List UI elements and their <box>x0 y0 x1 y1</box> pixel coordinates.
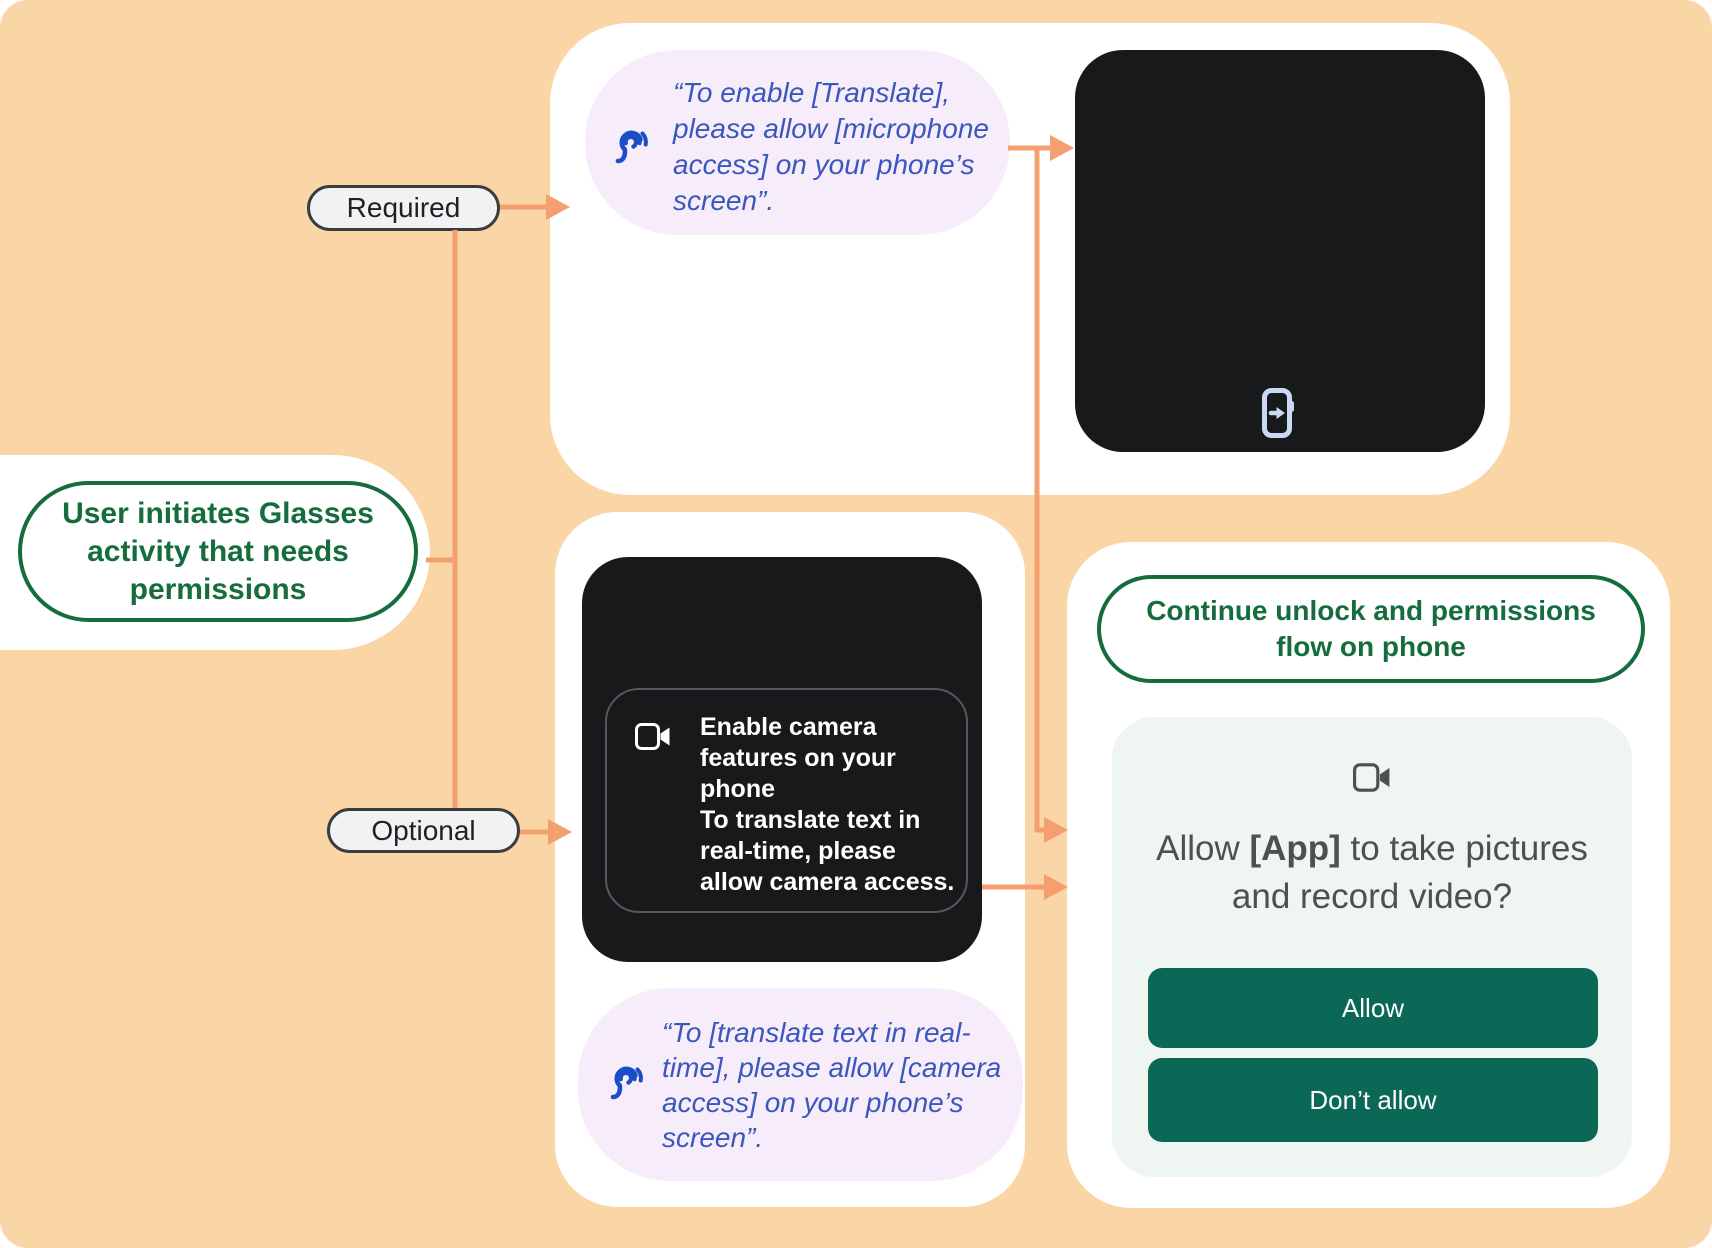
speech-audio-ear-icon <box>606 1064 646 1104</box>
continue-node-line: Continue unlock and permissions <box>1146 595 1596 626</box>
start-node-card <box>0 455 430 650</box>
app-placeholder: [App] <box>1249 829 1341 868</box>
allow-button[interactable] <box>1148 968 1598 1048</box>
speech-audio-ear-icon <box>611 128 651 168</box>
continue-node-pill <box>1097 575 1645 683</box>
glasses-screen-line: To translate text in <box>700 806 921 834</box>
start-node-line: User initiates Glasses <box>62 496 374 530</box>
camera-prompt-line: “To [translate text in real- <box>662 1017 971 1048</box>
optional-label-pill <box>327 808 520 853</box>
glasses-screen-line: phone <box>700 775 775 803</box>
start-node-line: activity that needs <box>87 534 349 568</box>
permission-question <box>1112 825 1632 921</box>
open-on-phone-icon <box>1261 388 1295 438</box>
camera-voice-prompt-bubble <box>578 988 1023 1181</box>
optional-label: Optional <box>371 814 476 846</box>
glasses-screen-line: features on your <box>700 744 896 772</box>
dont-allow-button-label: Don’t allow <box>1309 1084 1437 1115</box>
glasses-screen-line: Enable camera <box>700 713 877 741</box>
videocam-icon <box>635 723 671 750</box>
camera-prompt-line: access] on your phone’s <box>662 1087 964 1118</box>
permission-question-text: to take pictures <box>1340 829 1588 868</box>
required-flow-card <box>550 23 1510 495</box>
mic-voice-prompt-bubble <box>585 50 1010 235</box>
dont-allow-button[interactable] <box>1148 1058 1598 1142</box>
glasses-notification-panel <box>605 688 968 913</box>
permission-question-text: and record video? <box>1231 877 1513 916</box>
glasses-screen-camera <box>582 557 982 962</box>
required-label: Required <box>346 192 461 223</box>
allow-button-label: Allow <box>1341 992 1405 1023</box>
videocam-icon <box>1353 763 1391 792</box>
mic-prompt-line: access] on your phone’s <box>673 149 975 180</box>
start-node-line: permissions <box>129 572 307 606</box>
camera-prompt-line: time], please allow [camera <box>662 1052 1002 1083</box>
mic-prompt-line: please allow [microphone <box>673 113 989 144</box>
optional-flow-card <box>555 512 1025 1207</box>
camera-prompt-line: screen”. <box>662 1122 764 1153</box>
mic-prompt-line: “To enable [Translate], <box>673 77 951 108</box>
glasses-screen-line: real-time, please <box>700 837 896 865</box>
permission-question-text: Allow <box>1156 829 1250 868</box>
mic-prompt-line: screen”. <box>673 185 775 216</box>
glasses-screen-blank <box>1075 50 1485 452</box>
continue-node-line: flow on phone <box>1276 631 1466 662</box>
glasses-screen-line: allow camera access. <box>700 868 955 896</box>
required-label-pill <box>307 185 500 231</box>
phone-flow-card <box>1067 542 1670 1208</box>
start-node-pill <box>18 481 418 622</box>
phone-permission-dialog <box>1112 717 1632 1177</box>
